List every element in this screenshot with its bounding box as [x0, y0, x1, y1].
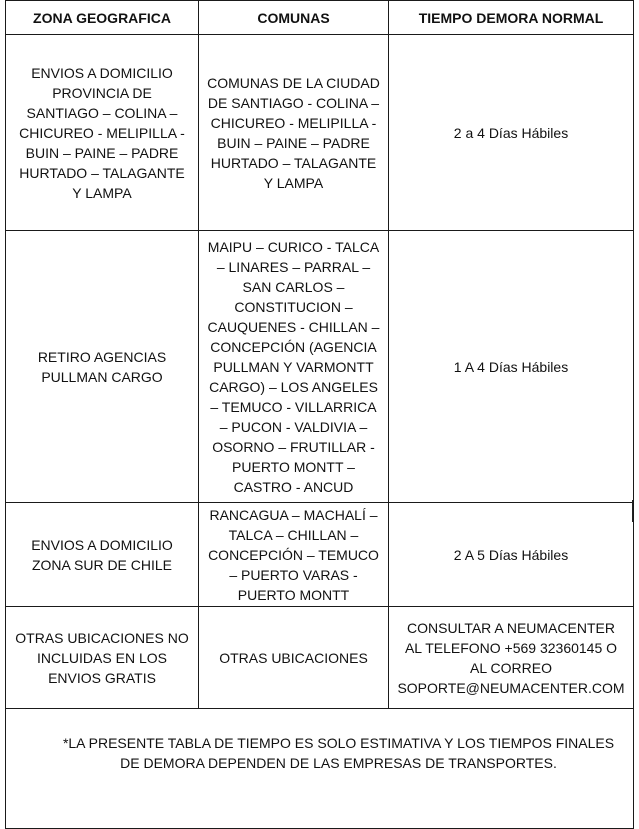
cell-line: COMUNAS DE LA CIUDAD: [207, 74, 380, 91]
zona-cell: [6, 607, 199, 709]
table-row: [6, 35, 634, 231]
zona-cell: [6, 503, 199, 607]
cell-line: 2 A 5 Días Hábiles: [453, 546, 569, 563]
cell-line: MAIPU – CURICO - TALCA: [207, 238, 380, 255]
cell-line: RETIRO AGENCIAS: [37, 348, 167, 365]
cell-line: Y LAMPA: [263, 174, 324, 191]
note-line: DE DEMORA DEPENDEN DE LAS EMPRESAS DE TRANSPORTES.: [120, 755, 557, 771]
tiempo-cell: [389, 503, 634, 607]
cell-line: CONSTITUCION –: [234, 298, 353, 315]
cell-line: OSORNO – FRUTILLAR -: [212, 438, 375, 455]
cell-line: – TEMUCO - VILLARRICA: [210, 398, 377, 415]
tiempo-cell: [389, 231, 634, 503]
cell-line: ENVIOS A DOMICILIO: [31, 64, 173, 81]
table-row: [6, 231, 634, 503]
cell-line: OTRAS UBICACIONES: [219, 649, 368, 666]
header-comunas: COMUNAS: [199, 1, 389, 35]
cell-line: SANTIAGO – COLINA –: [26, 104, 178, 121]
cell-line: 1 A 4 Días Hábiles: [453, 358, 569, 375]
cell-line: – PUCON - VALDIVIA –: [219, 418, 368, 435]
cell-line: PUERTO MONTT: [237, 586, 350, 603]
cell-line: OTRAS UBICACIONES NO: [15, 629, 189, 646]
cell-line: Y LAMPA: [72, 184, 132, 201]
cell-line: ENVIOS GRATIS: [48, 669, 156, 686]
cell-line: CAUQUENES - CHILLAN –: [207, 318, 380, 335]
cell-line: – LINARES – PARRAL –: [216, 258, 371, 275]
cell-line: ZONA SUR DE CHILE: [31, 556, 173, 573]
cell-line: INCLUIDAS EN LOS: [37, 649, 167, 666]
comunas-cell: [199, 231, 389, 503]
cell-line: CHICUREO - MELIPILLA -: [19, 124, 185, 141]
disclaimer-note: [6, 709, 634, 829]
cell-line: PROVINCIA DE: [52, 84, 152, 101]
note-row: [6, 709, 634, 829]
cell-line: CHICUREO - MELIPILLA -: [210, 114, 377, 131]
cell-line: 2 a 4 Días Hábiles: [453, 124, 569, 141]
cell-line: BUIN – PAINE – PADRE: [25, 144, 179, 161]
comunas-cell: [199, 607, 389, 709]
cell-line: PUERTO MONTT –: [232, 458, 355, 475]
comunas-cell: [199, 503, 389, 607]
shipping-times-table: [5, 0, 634, 829]
cell-line: PULLMAN CARGO: [41, 368, 163, 385]
header-row: [6, 1, 634, 35]
cell-line: HURTADO – TALAGANTE: [210, 154, 377, 171]
text-cursor: [632, 500, 633, 522]
cell-line: TALCA – CHILLAN –: [228, 526, 359, 543]
tiempo-cell: [389, 35, 634, 231]
cell-line: AL CORREO: [470, 659, 552, 676]
cell-line: – PUERTO VARAS -: [229, 566, 358, 583]
tiempo-cell: [389, 607, 634, 709]
cell-line: DE SANTIAGO - COLINA –: [207, 94, 380, 111]
zona-cell: [6, 35, 199, 231]
cell-line: BUIN – PAINE – PADRE: [217, 134, 370, 151]
note-line: *LA PRESENTE TABLA DE TIEMPO ES SOLO ESTIMATIVA Y LOS TIEMPOS FINALES: [62, 735, 615, 751]
header-zona: ZONA GEOGRAFICA: [6, 1, 199, 35]
cell-line: HURTADO – TALAGANTE: [19, 164, 185, 181]
cell-line: PULLMAN Y VARMONTT: [213, 358, 374, 375]
cell-line: CONCEPCIÓN – TEMUCO: [208, 546, 379, 563]
cell-line: CONSULTAR A NEUMACENTER: [407, 619, 615, 636]
header-tiempo: TIEMPO DEMORA NORMAL: [389, 1, 634, 35]
cell-line: SOPORTE@NEUMACENTER.COM: [397, 679, 625, 696]
table-row: [6, 607, 634, 709]
cell-line: CONCEPCIÓN (AGENCIA: [210, 338, 377, 355]
cell-line: SAN CARLOS –: [242, 278, 345, 295]
comunas-cell: [199, 35, 389, 231]
zona-cell: [6, 231, 199, 503]
cell-line: ENVIOS A DOMICILIO: [31, 536, 173, 553]
table-row: [6, 503, 634, 607]
cell-line: CASTRO - ANCUD: [233, 478, 354, 495]
cell-line: RANCAGUA – MACHALÍ –: [209, 506, 378, 523]
cell-line: CARGO) – LOS ANGELES: [209, 378, 378, 395]
cell-line: AL TELEFONO +569 32360145 O: [404, 639, 618, 656]
